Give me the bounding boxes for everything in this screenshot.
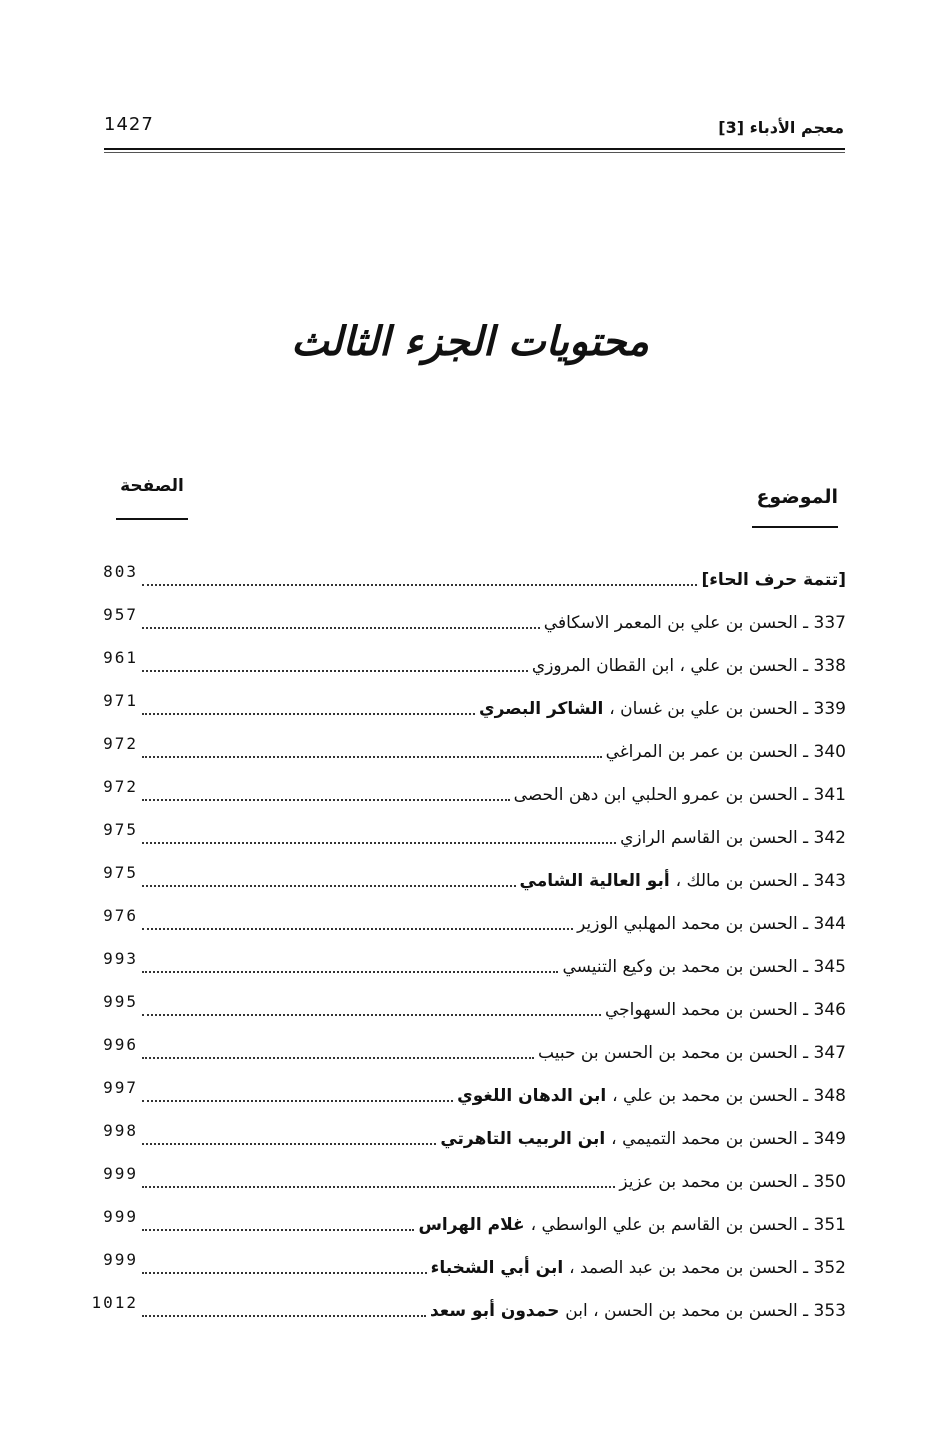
toc-entry-number: 342 [808, 827, 846, 848]
dot-leader [142, 584, 697, 586]
toc-entry-page: 995 [103, 992, 138, 1011]
toc-entry-name: ـ الحسن بن مالك ، [675, 870, 809, 891]
toc-entry-name: ـ الحسن بن محمد بن عبد الصمد ، [569, 1257, 809, 1278]
toc-entry [76, 773, 846, 816]
toc-entry-name: ـ الحسن بن محمد بن علي ، [612, 1085, 809, 1106]
toc-entry [76, 644, 846, 687]
toc-entry-name: ـ الحسن بن محمد بن وكيع التنيسي [562, 956, 809, 977]
dot-leader [142, 627, 540, 629]
toc-entry-title [457, 1086, 846, 1106]
toc-entry-title [619, 1172, 846, 1192]
toc-entry-name: ـ الحسن بن محمد السهواجي [604, 999, 809, 1020]
dot-leader [142, 1272, 427, 1274]
toc-entry-nickname: الشاكر البصري [479, 698, 610, 719]
dot-leader [142, 1014, 601, 1016]
toc-entry-title [479, 699, 846, 719]
toc-entry-number: 337 [808, 612, 846, 633]
table-of-contents [76, 558, 846, 1332]
toc-entry-number: 341 [808, 784, 846, 805]
toc-entry [76, 601, 846, 644]
dot-leader [142, 971, 558, 973]
toc-entry-name: ـ الحسن بن عمرو الحلبي ابن دهن الحصى [513, 784, 809, 805]
toc-entry [76, 988, 846, 1031]
toc-entry-title [538, 1043, 846, 1063]
toc-entry-name: ـ الحسن بن محمد التميمي ، [611, 1128, 809, 1149]
dot-leader [142, 928, 573, 930]
dot-leader [142, 670, 528, 672]
toc-entry-number: 349 [808, 1128, 846, 1149]
toc-entry-number: 352 [808, 1257, 846, 1278]
toc-entry-nickname: حمدون أبو سعد [429, 1300, 566, 1321]
toc-entry-title [520, 871, 846, 891]
running-head [104, 112, 844, 152]
toc-entry-number: 338 [808, 655, 846, 676]
toc-entry-title [544, 613, 846, 633]
toc-entry [76, 902, 846, 945]
toc-entry-name: ـ الحسن بن علي بن المعمر الاسكافي [543, 612, 809, 633]
toc-entry [76, 1203, 846, 1246]
toc-entry-page: 972 [103, 734, 138, 753]
toc-entry-page: 961 [103, 648, 138, 667]
toc-entry-nickname: غلام الهراس [418, 1214, 531, 1235]
toc-entry-page: 957 [103, 605, 138, 624]
dot-leader [142, 842, 616, 844]
toc-entry-title [532, 656, 846, 676]
toc-entry-name: ـ الحسن بن عمر بن المراغي [605, 741, 809, 762]
toc-entry-page: 971 [103, 691, 138, 710]
toc-entry-title [577, 914, 846, 934]
toc-entry [76, 1289, 846, 1332]
topic-column-header-underline [752, 526, 838, 528]
toc-entry-name: ـ الحسن بن علي بن غسان ، [609, 698, 809, 719]
toc-entry-name: ـ الحسن بن محمد بن عزيز [619, 1171, 809, 1192]
topic-column-header: الموضوع [756, 486, 838, 508]
dot-leader [142, 885, 516, 887]
toc-entry-title [562, 957, 846, 977]
toc-entry-title [514, 785, 846, 805]
toc-entry-number: 340 [808, 741, 846, 762]
toc-entry-page: 998 [103, 1121, 138, 1140]
toc-entry-page: 1012 [91, 1293, 138, 1312]
toc-entry-number: 339 [808, 698, 846, 719]
toc-entry-number: 345 [808, 956, 846, 977]
toc-entry-title [620, 828, 846, 848]
toc-entry-number: 348 [808, 1085, 846, 1106]
contents-title: محتويات الجزء الثالث [291, 318, 649, 365]
toc-entry [76, 1246, 846, 1289]
toc-entry [76, 945, 846, 988]
toc-entry-title [431, 1258, 846, 1278]
toc-entry [76, 816, 846, 859]
toc-entry-page: 999 [103, 1207, 138, 1226]
toc-entry-page: 997 [103, 1078, 138, 1097]
toc-entry-page: 996 [103, 1035, 138, 1054]
toc-entry-number: 350 [808, 1171, 846, 1192]
toc-entry [76, 1031, 846, 1074]
toc-entry-page: 993 [103, 949, 138, 968]
toc-entry-nickname: ابن الدهان اللغوي [457, 1085, 613, 1106]
toc-entry-page: 999 [103, 1164, 138, 1183]
toc-entry-title [701, 570, 846, 590]
toc-entry-title [605, 1000, 846, 1020]
toc-entry-nickname: ابن أبي الشخباء [430, 1257, 570, 1278]
dot-leader [142, 1229, 414, 1231]
page-column-header-underline [116, 518, 188, 520]
dot-leader [142, 1057, 534, 1059]
dot-leader [142, 1143, 436, 1145]
toc-entry-name: [تتمة حرف الحاء] [701, 569, 846, 590]
toc-entry-number: 351 [808, 1214, 846, 1235]
page-column-header: الصفحة [120, 476, 184, 496]
toc-entry-number: 344 [808, 913, 846, 934]
toc-entry-page: 999 [103, 1250, 138, 1269]
toc-entry-name: ـ الحسن بن علي ، ابن القطان المروزي [531, 655, 809, 676]
toc-entry-number: 343 [808, 870, 846, 891]
toc-entry [76, 1074, 846, 1117]
toc-entry-page: 803 [103, 562, 138, 581]
dot-leader [142, 1315, 426, 1317]
toc-entry [76, 730, 846, 773]
toc-entry-number: 353 [808, 1300, 846, 1321]
toc-entry-nickname: أبو العالية الشامي [519, 870, 676, 891]
toc-entry-title [440, 1129, 846, 1149]
toc-entry-title [606, 742, 846, 762]
toc-entry-name: ـ الحسن بن محمد بن الحسن بن حبيب [538, 1042, 809, 1063]
toc-entry-nickname: ابن الربيب التاهرتي [440, 1128, 612, 1149]
toc-entry [76, 859, 846, 902]
header-rule [104, 148, 845, 150]
dot-leader [142, 1100, 453, 1102]
dot-leader [142, 799, 510, 801]
toc-entry-title [430, 1301, 846, 1321]
toc-entry-name: ـ الحسن بن محمد المهلبي الوزير [577, 913, 809, 934]
toc-entry [76, 1117, 846, 1160]
toc-entry-page: 976 [103, 906, 138, 925]
toc-entry [76, 1160, 846, 1203]
toc-entry-number: 347 [808, 1042, 846, 1063]
toc-entry-page: 972 [103, 777, 138, 796]
toc-entry-name: ـ الحسن بن محمد بن الحسن ، ابن [565, 1300, 809, 1321]
toc-entry-name: ـ الحسن بن القاسم بن علي الواسطي ، [530, 1214, 809, 1235]
toc-entry-name: ـ الحسن بن القاسم الرازي [620, 827, 809, 848]
toc-entry-page: 975 [103, 820, 138, 839]
dot-leader [142, 713, 475, 715]
dot-leader [142, 756, 602, 758]
toc-entry [76, 558, 846, 601]
page-number: 1427 [104, 114, 154, 135]
header-rule-thin [104, 152, 845, 153]
book-title: معجم الأدباء [3] [718, 118, 844, 137]
toc-entry-page: 975 [103, 863, 138, 882]
toc-entry [76, 687, 846, 730]
toc-entry-title [418, 1215, 846, 1235]
toc-entry-number: 346 [808, 999, 846, 1020]
dot-leader [142, 1186, 615, 1188]
